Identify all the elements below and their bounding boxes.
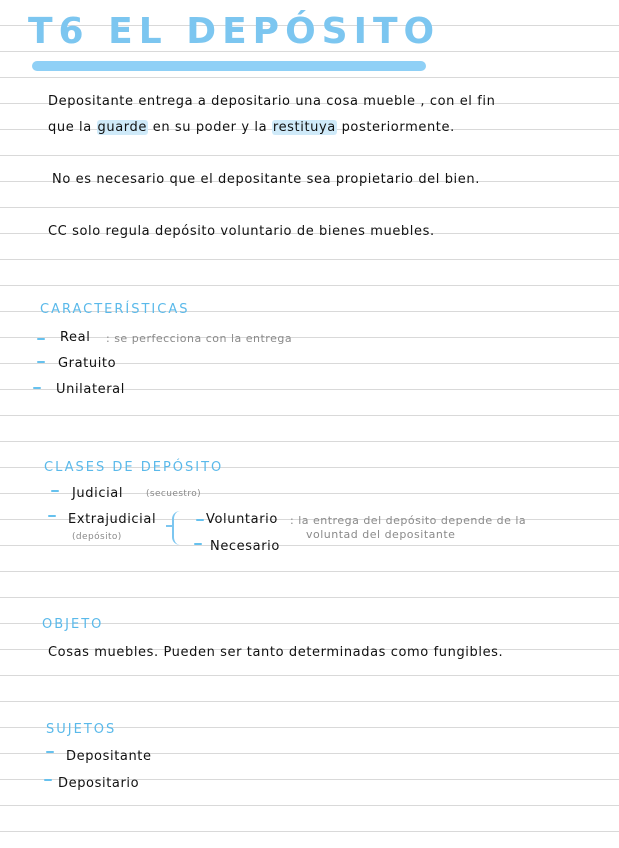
- clase-judicial-note: (secuestro): [146, 489, 202, 499]
- clase-voluntario-note-1: : la entrega del depósito depende de la: [290, 514, 527, 527]
- intro-line-2-post: posteriormente.: [336, 120, 455, 135]
- caracteristica-unilateral: Unilateral: [56, 382, 125, 397]
- bullet-dash: [33, 387, 41, 389]
- clase-voluntario-note-2: voluntad del depositante: [306, 528, 456, 541]
- sujetos-heading: SUJETOS: [46, 722, 117, 737]
- clase-extrajudicial: Extrajudicial: [68, 512, 157, 527]
- caracteristica-real: Real: [60, 330, 91, 345]
- clase-necesario: Necesario: [210, 539, 280, 554]
- intro-line-3: No es necesario que el depositante sea propietario del bien.: [52, 172, 480, 187]
- brace-nub: [166, 525, 174, 527]
- title-underline: [32, 61, 426, 71]
- bullet-dash: [194, 543, 202, 545]
- intro-line-1: Depositante entrega a depositario una cosa mueble , con el fin: [48, 94, 496, 109]
- page-title: T6 EL DEPÓSITO: [28, 11, 441, 52]
- bullet-dash: [46, 751, 54, 753]
- sujeto-depositante: Depositante: [66, 749, 152, 764]
- caracteristica-gratuito: Gratuito: [58, 356, 117, 371]
- bullet-dash: [37, 361, 45, 363]
- objeto-heading: OBJETO: [42, 617, 104, 632]
- highlight-guarde: guarde: [97, 120, 147, 135]
- intro-line-2: [48, 120, 455, 135]
- bullet-dash: [51, 490, 59, 492]
- bullet-dash: [48, 515, 56, 517]
- highlight-restituya: restituya: [272, 120, 336, 135]
- bullet-dash: [196, 519, 204, 521]
- brace-icon: [172, 511, 183, 545]
- clase-extrajudicial-note: (depósito): [72, 532, 122, 542]
- clases-heading: CLASES DE DEPÓSITO: [44, 460, 224, 475]
- intro-line-4: CC solo regula depósito voluntario de bienes muebles.: [48, 224, 435, 239]
- intro-line-2-mid: en su poder y la: [147, 120, 272, 135]
- objeto-text: Cosas muebles. Pueden ser tanto determinadas como fungibles.: [48, 645, 504, 660]
- sujeto-depositario: Depositario: [58, 776, 140, 791]
- clase-judicial: Judicial: [72, 486, 124, 501]
- bullet-dash: [37, 338, 45, 340]
- clase-voluntario: Voluntario: [206, 512, 278, 527]
- intro-line-2-pre: que la: [48, 120, 97, 135]
- bullet-dash: [44, 779, 52, 781]
- caracteristicas-heading: CARACTERÍSTICAS: [40, 302, 190, 317]
- caracteristica-real-note: : se perfecciona con la entrega: [106, 332, 293, 345]
